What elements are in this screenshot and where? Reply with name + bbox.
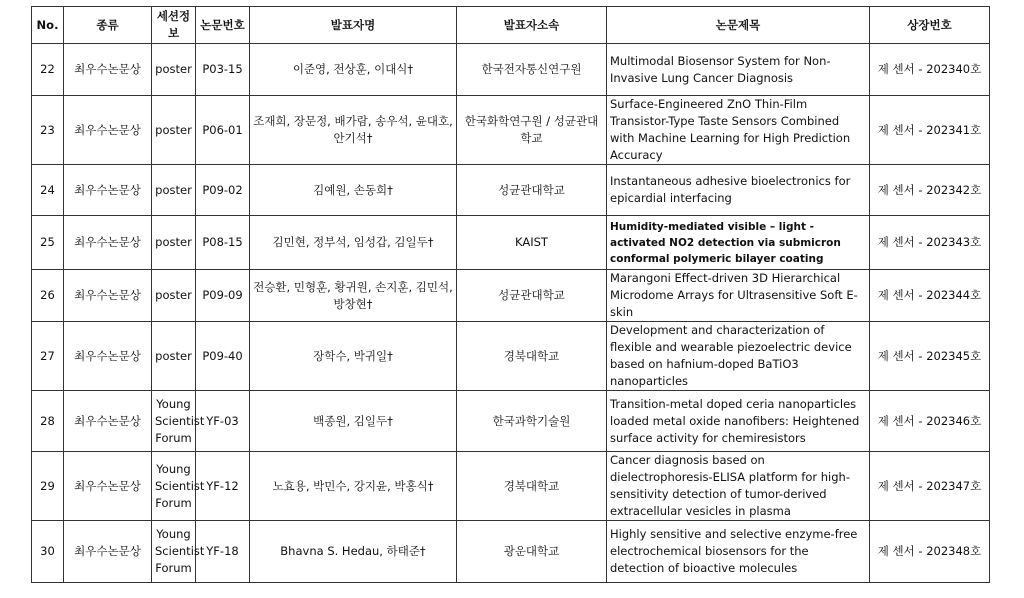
cell-award-number: 제 센서 - 202340호 [870, 44, 990, 96]
cell-award-number: 제 센서 - 202347호 [870, 452, 990, 521]
cell-type: 최우수논문상 [64, 521, 152, 583]
cell-affiliation: 경북대학교 [457, 452, 607, 521]
cell-title: Transition-metal doped ceria nanoparticles loaded metal oxide nanofibers: Heightened surface activity for chemiresistors [607, 391, 870, 452]
header-no: No. [32, 7, 64, 44]
header-award-number: 상장번호 [870, 7, 990, 44]
table-row [32, 322, 990, 391]
cell-affiliation: 성균관대학교 [457, 270, 607, 322]
cell-paper-number: P08-15 [196, 216, 250, 270]
cell-authors: 이준영, 전상훈, 이대식† [250, 44, 457, 96]
cell-authors: 전승환, 민형훈, 황귀원, 손지훈, 김민석, 방창현† [250, 270, 457, 322]
cell-no: 24 [32, 165, 64, 216]
header-title: 논문제목 [607, 7, 870, 44]
cell-affiliation: 한국전자통신연구원 [457, 44, 607, 96]
header-row [32, 7, 990, 44]
cell-title: Highly sensitive and selective enzyme-free electrochemical biosensors for the detection of bioactive molecules [607, 521, 870, 583]
table-row [32, 521, 990, 583]
cell-title: Multimodal Biosensor System for Non-Invasive Lung Cancer Diagnosis [607, 44, 870, 96]
cell-title: Cancer diagnosis based on dielectrophoresis-ELISA platform for high-sensitivity detection of tumor-derived extracellular vesicles in plasma [607, 452, 870, 521]
table-body [32, 44, 990, 583]
cell-session: poster [152, 96, 196, 165]
cell-authors: 조재희, 장문정, 배가람, 송우석, 윤대호, 안기석† [250, 96, 457, 165]
cell-authors: 장학수, 박귀일† [250, 322, 457, 391]
cell-no: 30 [32, 521, 64, 583]
table-row [32, 270, 990, 322]
cell-title: Surface-Engineered ZnO Thin-Film Transistor-Type Taste Sensors Combined with Machine Learning for High Prediction Accuracy [607, 96, 870, 165]
table-row [32, 452, 990, 521]
table-row [32, 391, 990, 452]
cell-affiliation: 성균관대학교 [457, 165, 607, 216]
cell-type: 최우수논문상 [64, 270, 152, 322]
table-row [32, 216, 990, 270]
table-row [32, 96, 990, 165]
cell-no: 23 [32, 96, 64, 165]
cell-authors: 노효용, 박민수, 강지윤, 박홍식† [250, 452, 457, 521]
cell-no: 28 [32, 391, 64, 452]
header-affiliation: 발표자소속 [457, 7, 607, 44]
cell-affiliation: 한국과학기술원 [457, 391, 607, 452]
cell-no: 26 [32, 270, 64, 322]
cell-paper-number: YF-18 [196, 521, 250, 583]
cell-affiliation: 한국화학연구원 / 성균관대학교 [457, 96, 607, 165]
cell-type: 최우수논문상 [64, 452, 152, 521]
header-authors: 발표자명 [250, 7, 457, 44]
cell-award-number: 제 센서 - 202344호 [870, 270, 990, 322]
cell-award-number: 제 센서 - 202345호 [870, 322, 990, 391]
cell-type: 최우수논문상 [64, 391, 152, 452]
cell-authors: 김민현, 정부석, 임성갑, 김일두† [250, 216, 457, 270]
cell-type: 최우수논문상 [64, 216, 152, 270]
cell-paper-number: P09-40 [196, 322, 250, 391]
cell-paper-number: P03-15 [196, 44, 250, 96]
cell-title: Humidity-mediated visible – light - activated NO2 detection via submicron conformal polymeric bilayer coating [607, 216, 870, 270]
cell-type: 최우수논문상 [64, 44, 152, 96]
cell-award-number: 제 센서 - 202343호 [870, 216, 990, 270]
cell-title: Instantaneous adhesive bioelectronics for epicardial interfacing [607, 165, 870, 216]
cell-session: Young Scientist Forum [152, 391, 196, 452]
table-row [32, 44, 990, 96]
cell-no: 29 [32, 452, 64, 521]
cell-affiliation: 경북대학교 [457, 322, 607, 391]
cell-title: Development and characterization of flexible and wearable piezoelectric device based on hafnium-doped BaTiO3 nanoparticles [607, 322, 870, 391]
cell-session: Young Scientist Forum [152, 452, 196, 521]
header-session: 세션정보 [152, 7, 196, 44]
cell-paper-number: YF-03 [196, 391, 250, 452]
cell-session: poster [152, 44, 196, 96]
cell-session: poster [152, 216, 196, 270]
cell-award-number: 제 센서 - 202348호 [870, 521, 990, 583]
cell-award-number: 제 센서 - 202341호 [870, 96, 990, 165]
header-type: 종류 [64, 7, 152, 44]
cell-award-number: 제 센서 - 202342호 [870, 165, 990, 216]
cell-session: poster [152, 165, 196, 216]
cell-award-number: 제 센서 - 202346호 [870, 391, 990, 452]
header-paper-number: 논문번호 [196, 7, 250, 44]
award-table-container [31, 6, 990, 583]
cell-no: 25 [32, 216, 64, 270]
award-table [31, 6, 990, 583]
cell-title: Marangoni Effect-driven 3D Hierarchical Microdome Arrays for Ultrasensitive Soft E-skin [607, 270, 870, 322]
cell-authors: Bhavna S. Hedau, 하태준† [250, 521, 457, 583]
cell-type: 최우수논문상 [64, 165, 152, 216]
cell-affiliation: 광운대학교 [457, 521, 607, 583]
cell-authors: 김예원, 손동희† [250, 165, 457, 216]
cell-session: poster [152, 270, 196, 322]
cell-type: 최우수논문상 [64, 322, 152, 391]
cell-authors: 백종원, 김일두† [250, 391, 457, 452]
cell-affiliation: KAIST [457, 216, 607, 270]
cell-paper-number: P09-02 [196, 165, 250, 216]
table-row [32, 165, 990, 216]
cell-paper-number: P06-01 [196, 96, 250, 165]
cell-paper-number: P09-09 [196, 270, 250, 322]
cell-session: poster [152, 322, 196, 391]
cell-paper-number: YF-12 [196, 452, 250, 521]
cell-type: 최우수논문상 [64, 96, 152, 165]
cell-session: Young Scientist Forum [152, 521, 196, 583]
cell-no: 27 [32, 322, 64, 391]
cell-no: 22 [32, 44, 64, 96]
